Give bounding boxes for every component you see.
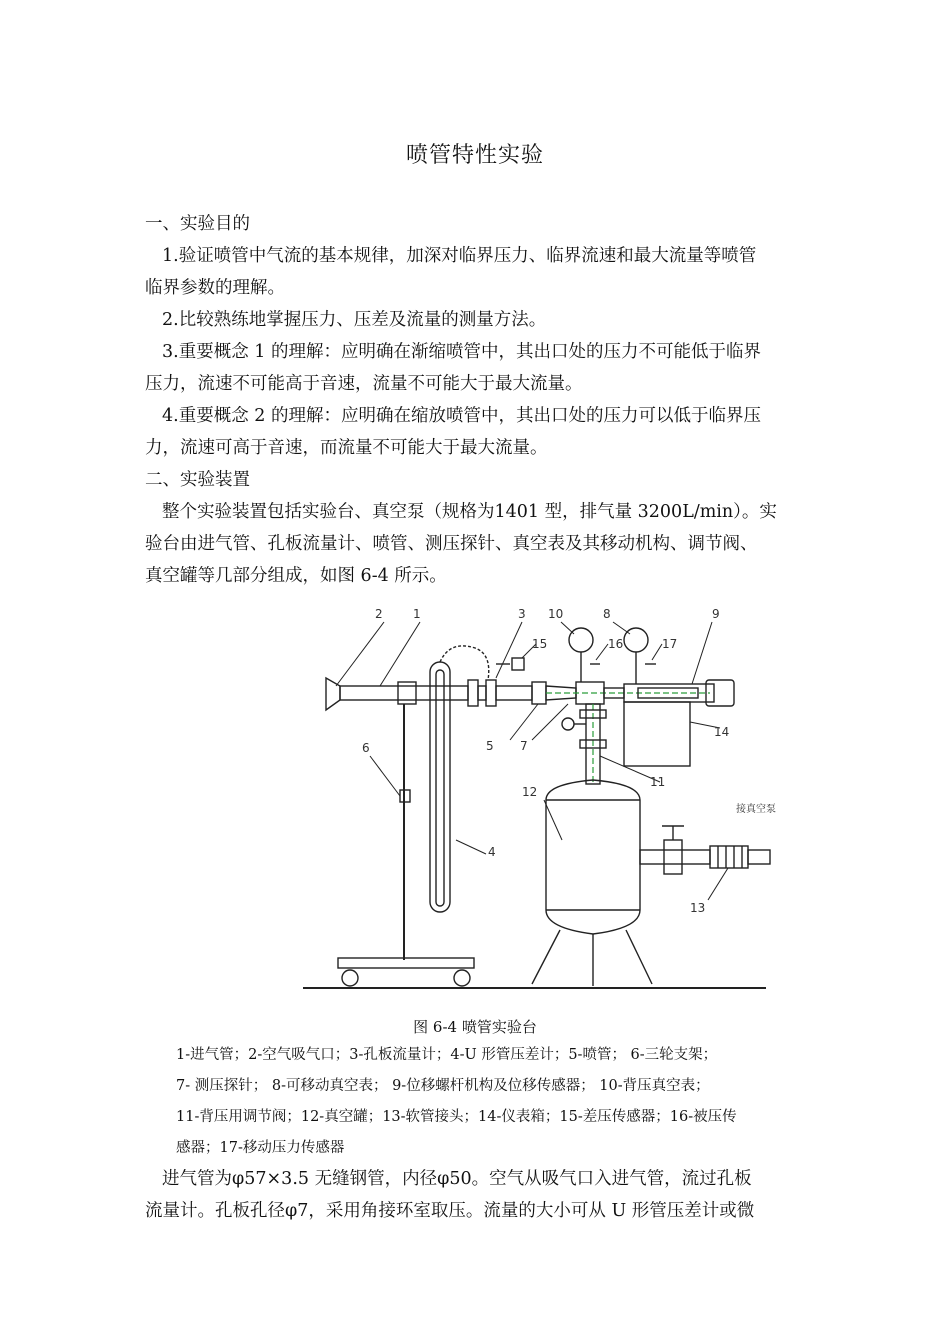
paragraph-line: 4.重要概念 2 的理解：应明确在缩放喷管中，其出口处的压力可以低于临界压	[162, 406, 761, 426]
intake-pipe	[340, 686, 468, 700]
paragraph-line: 进气管为φ57×3.5 无缝钢管，内径φ50。空气从吸气口入进气管，流过孔板	[162, 1169, 752, 1189]
paragraph-line: 压力，流速不可能高于音速，流量不可能大于最大流量。	[145, 374, 583, 394]
orifice-flange	[468, 680, 478, 706]
apparatus-figure	[300, 600, 776, 995]
fig-label-13: 13	[690, 901, 706, 915]
stand-base	[338, 958, 474, 968]
outlet-pipe	[640, 850, 710, 864]
figure-caption: 图 6-4 喷管实验台	[413, 1018, 537, 1036]
outlet-valve	[664, 840, 682, 874]
caster-wheel	[342, 970, 358, 986]
tank-leg	[626, 930, 652, 984]
nozzle-housing	[576, 682, 604, 704]
valve-handwheel	[562, 718, 574, 730]
fig-label-5: 5	[486, 739, 494, 753]
legend-line: 感器；17-移动压力传感器	[176, 1140, 345, 1156]
paragraph-line: 流量计。孔板孔径φ7，采用角接环室取压。流量的大小可从 U 形管压差计或微	[145, 1201, 755, 1221]
back-pressure-gauge	[569, 628, 593, 652]
nozzle-flange	[532, 682, 546, 704]
fig-label-11: 11	[650, 775, 666, 789]
fig-label-4: 4	[488, 845, 496, 859]
pipe-clamp	[398, 682, 416, 704]
fig-label-17: 17	[662, 637, 678, 651]
legend-line: 1-进气管；2-空气吸气口；3-孔板流量计；4-U 形管压差计；5-喷管； 6-三轮支架；	[176, 1047, 718, 1063]
fig-label-7: 7	[520, 739, 528, 753]
fig-label-14: 14	[714, 725, 730, 739]
fig-label-9: 9	[712, 607, 720, 621]
paragraph-line: 3.重要概念 1 的理解：应明确在渐缩喷管中，其出口处的压力不可能低于临界	[162, 342, 761, 362]
paragraph-line: 验台由进气管、孔板流量计、喷管、测压探针、真空表及其移动机构、调节阀、	[145, 534, 758, 554]
fig-label-6: 6	[362, 741, 370, 755]
paragraph-line: 2.比较熟练地掌握压力、压差及流量的测量方法。	[162, 310, 547, 330]
movable-vacuum-gauge	[624, 628, 648, 652]
orifice-plate	[478, 686, 486, 700]
paragraph-line: 力，流速可高于音速，而流量不可能大于最大流量。	[145, 438, 548, 458]
pipe-segment	[496, 686, 532, 700]
u-tube-inner	[436, 670, 444, 906]
legend-line: 7- 测压探针； 8-可移动真空表； 9-位移螺杆机构及位移传感器； 10-背压真空表；	[176, 1078, 710, 1094]
tank-leg	[532, 930, 560, 984]
paragraph-line: 整个实验装置包括实验台、真空泵（规格为1401 型，排气量 3200L/min）。实	[162, 502, 777, 522]
legend-line: 11-背压用调节阀；12-真空罐；13-软管接头；14-仪表箱；15-差压传感器；16-被压传	[176, 1109, 737, 1125]
pump-note: 接真空泵	[736, 804, 776, 815]
page-title: 喷管特性实验	[405, 143, 544, 168]
paragraph-line: 1.验证喷管中气流的基本规律，加深对临界压力、临界流速和最大流量等喷管	[162, 246, 757, 266]
orifice-flange	[486, 680, 496, 706]
fig-label-16: 16	[608, 637, 624, 651]
vacuum-tank	[546, 780, 640, 934]
caster-wheel	[454, 970, 470, 986]
differential-pressure-sensor	[512, 658, 524, 670]
paragraph-line: 真空罐等几部分组成，如图 6-4 所示。	[145, 566, 447, 586]
section-heading-apparatus: 二、实验装置	[145, 470, 250, 490]
fig-label-12: 12	[522, 785, 538, 799]
section-heading-purpose: 一、实验目的	[145, 214, 250, 234]
paragraph-line: 临界参数的理解。	[145, 278, 285, 298]
hose-connector	[748, 850, 770, 864]
fig-label-10: 10	[548, 607, 564, 621]
fig-label-1: 1	[413, 607, 421, 621]
fig-label-8: 8	[603, 607, 611, 621]
fig-label-3: 3	[518, 607, 526, 621]
fig-label-15: 15	[532, 637, 548, 651]
instrument-box	[624, 702, 690, 766]
leader-lines	[336, 622, 728, 900]
u-tube-hose	[440, 646, 489, 680]
fig-label-2: 2	[375, 607, 383, 621]
